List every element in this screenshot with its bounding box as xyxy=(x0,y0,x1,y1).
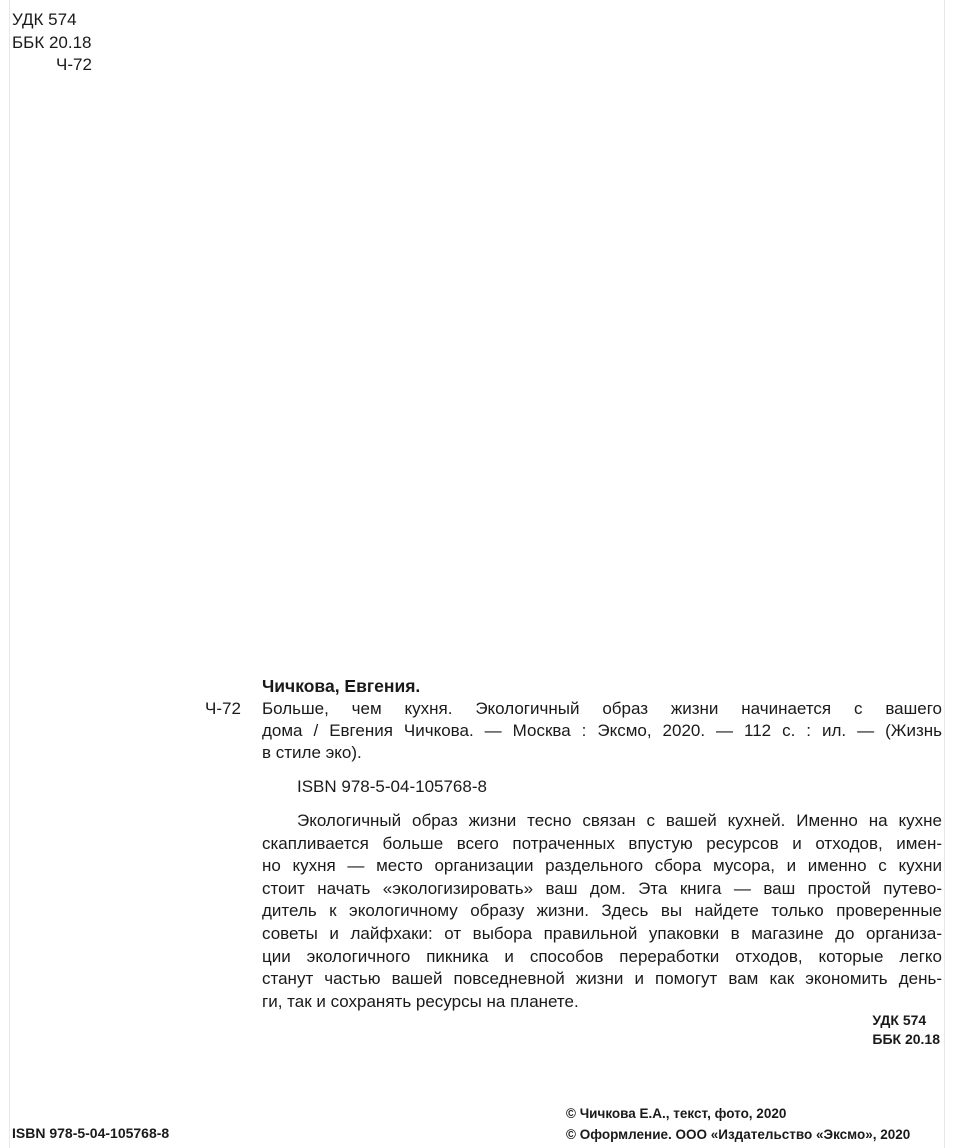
annotation-paragraph xyxy=(262,810,942,1013)
annotation-line: скапливается больше всего потраченных впустую ресурсов и отходов, имен- xyxy=(262,833,942,853)
annotation-line: стоит начать «экологизировать» ваш дом. Эта книга — ваш простой путево- xyxy=(262,878,942,898)
catalog-bibliographic-description xyxy=(262,698,942,764)
catalog-index-mark: Ч-72 xyxy=(205,699,241,718)
top-udk-code: УДК 574 xyxy=(12,10,77,29)
bottom-classification-codes xyxy=(872,1011,940,1049)
annotation-line: ции экологичного пикника и способов переработки отходов, которые легко xyxy=(262,946,942,966)
page-edge-left xyxy=(9,0,10,1148)
bottom-udk-code: УДК 574 xyxy=(872,1012,927,1028)
footer-isbn: ISBN 978-5-04-105768-8 xyxy=(12,1125,170,1141)
biblio-line: дома / Евгения Чичкова. — Москва : Эксмо, 2020. — 112 с. : ил. — (Жизнь xyxy=(262,721,942,740)
copyright-block xyxy=(566,1103,910,1145)
copyright-design-line: © Оформление. ООО «Издательство «Эксмо», 2020 xyxy=(566,1127,911,1142)
annotation-line: советы и лайфхаки: от выбора правильной упаковки в магазине до организа- xyxy=(262,923,942,943)
catalog-author: Чичкова, Евгения. xyxy=(262,676,421,696)
annotation-line: ги, так и сохранять ресурсы на планете. xyxy=(262,991,579,1011)
catalog-isbn: ISBN 978-5-04-105768-8 xyxy=(297,777,487,796)
annotation-line: станут частью вашей повседневной жизни и помогут вам как экономить день- xyxy=(262,969,942,989)
top-bbk-code: ББК 20.18 xyxy=(12,32,92,52)
bottom-bbk-code: ББК 20.18 xyxy=(872,1031,940,1047)
annotation-line: Экологичный образ жизни тесно связан с вашей кухней. Именно на кухне xyxy=(297,811,942,830)
annotation-line: дитель к экологичному образу жизни. Здесь вы найдете только проверенные xyxy=(262,901,942,921)
biblio-line: в стиле эко). xyxy=(262,743,362,762)
page-edge-right xyxy=(944,0,945,1148)
copyright-text-line: © Чичкова Е.А., текст, фото, 2020 xyxy=(566,1106,787,1121)
top-author-mark: Ч-72 xyxy=(56,55,92,74)
top-classification-codes xyxy=(12,9,92,77)
biblio-line: Больше, чем кухня. Экологичный образ жизни начинается с вашего xyxy=(262,699,942,718)
annotation-line: но кухня — место организации раздельного сбора мусора, и именно с кухни xyxy=(262,856,942,876)
